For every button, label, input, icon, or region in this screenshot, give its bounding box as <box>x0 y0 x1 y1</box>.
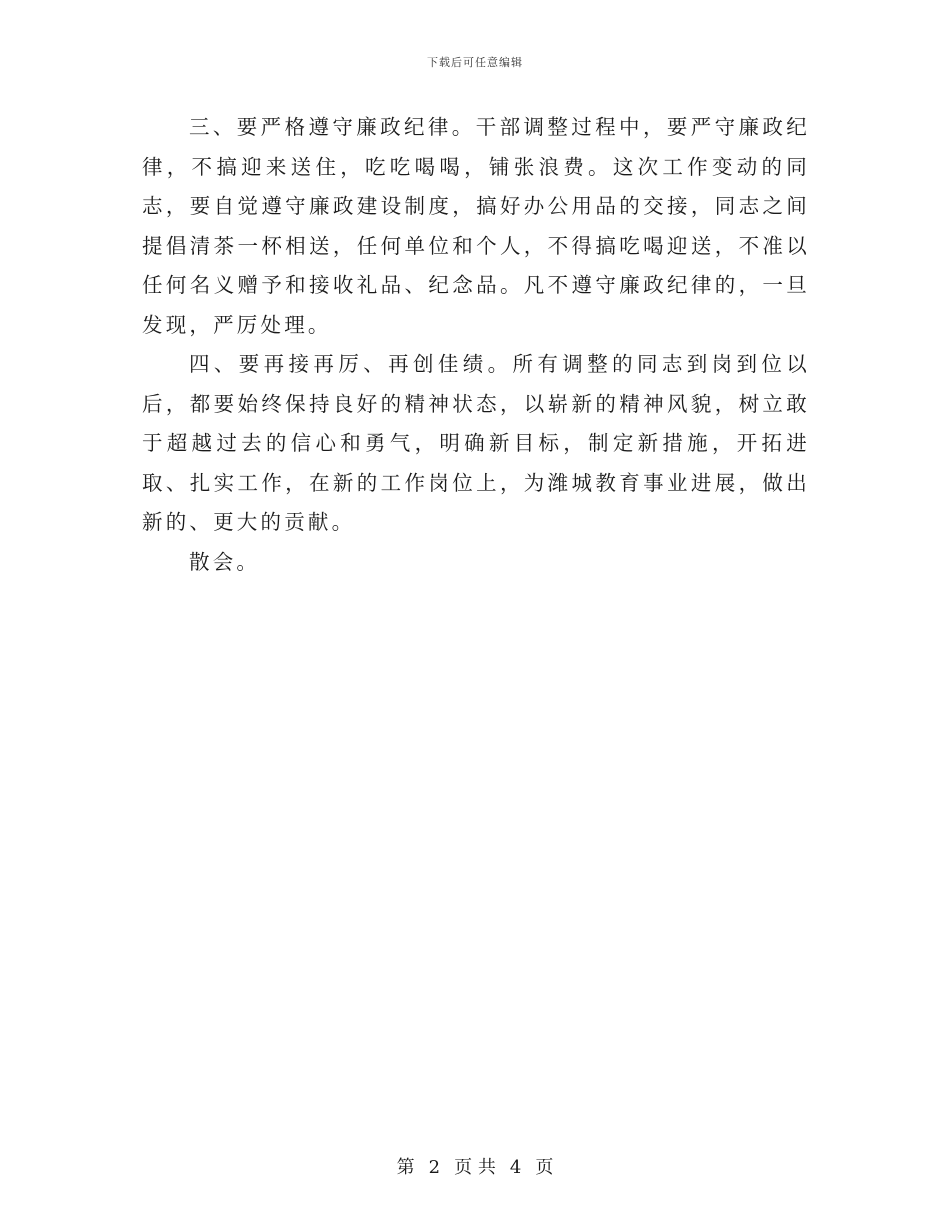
footer-middle: 页 共 <box>454 1157 496 1178</box>
footer-total-pages: 4 <box>509 1157 522 1178</box>
footer-current-page: 2 <box>428 1157 441 1178</box>
footer-suffix: 页 <box>535 1157 554 1178</box>
page-number-footer <box>0 1153 950 1179</box>
page-header-note: 下载后可任意编辑 <box>427 56 523 69</box>
paragraph-achievement: 四、要再接再厉、再创佳绩。所有调整的同志到岗到位以后，都要始终保持良好的精神状态，以崭新的精神风貌，树立敢于超越过去的信心和勇气，明确新目标，制定新措施，开拓进取、扎实工作，在新的工作岗位上，为潍城教育事业进展，做出新的、更大的贡献。 <box>142 352 810 534</box>
footer-prefix: 第 <box>396 1157 415 1178</box>
paragraph-discipline: 三、要严格遵守廉政纪律。干部调整过程中，要严守廉政纪律，不搞迎来送住，吃吃喝喝，铺张浪费。这次工作变动的同志，要自觉遵守廉政建设制度，搞好办公用品的交接，同志之间提倡清茶一杯相送，任何单位和个人，不得搞吃喝迎送，不准以任何名义赠予和接收礼品、纪念品。凡不遵守廉政纪律的，一旦发现，严厉处理。 <box>142 115 810 337</box>
document-body <box>142 108 810 582</box>
paragraph-adjourn: 散会。 <box>189 549 261 574</box>
